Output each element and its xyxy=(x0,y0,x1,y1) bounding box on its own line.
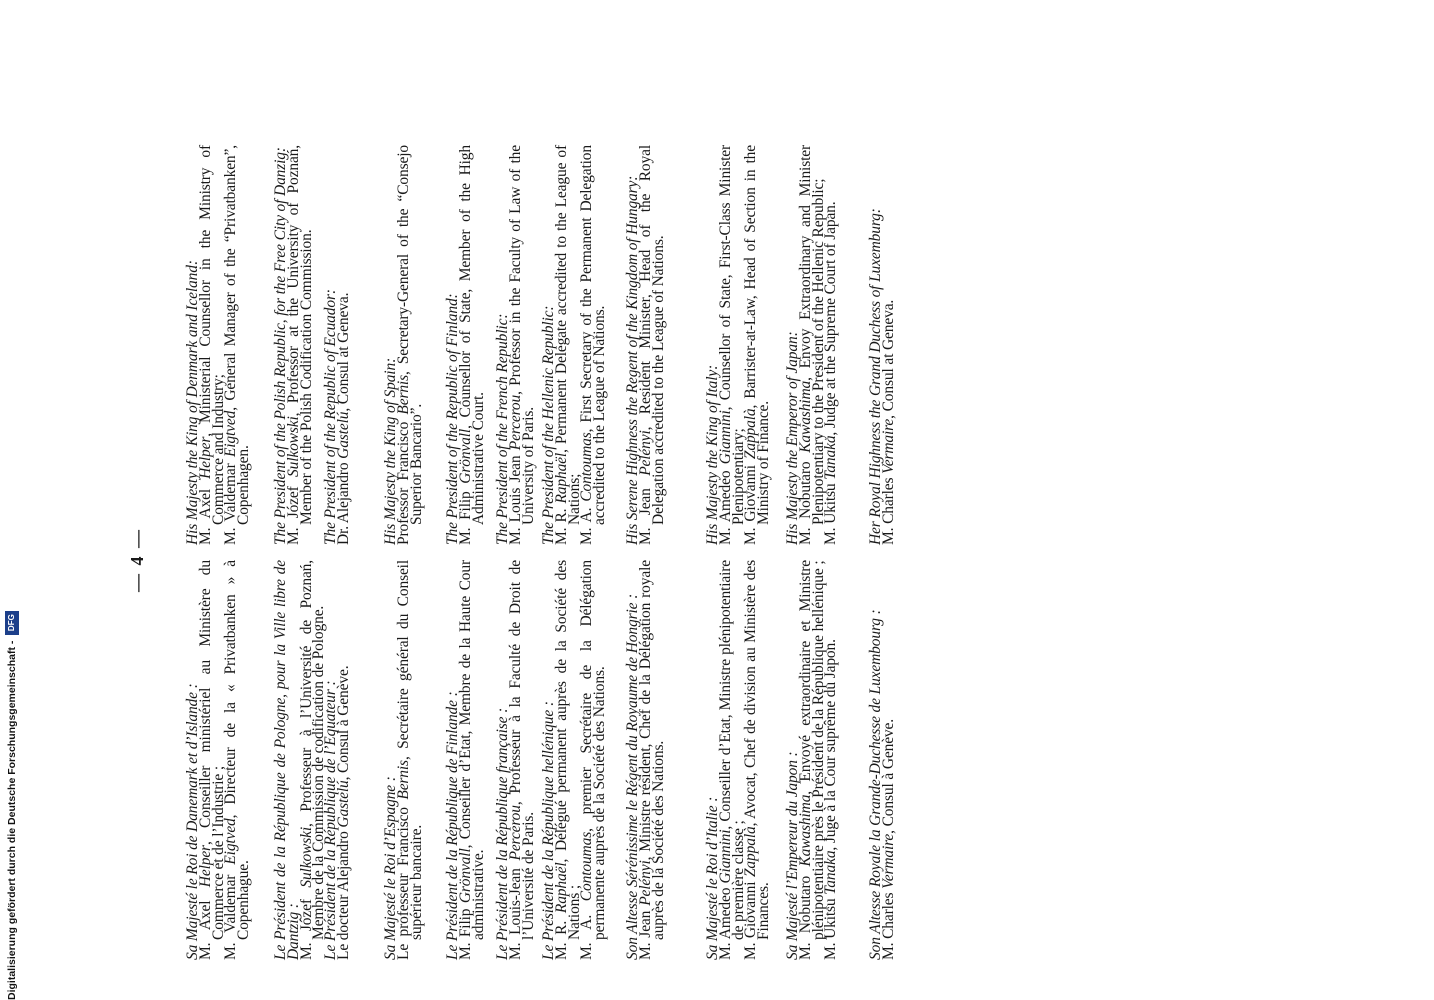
delegate-title: , Consul at Geneva. xyxy=(334,292,352,412)
delegate-name: Pelényi xyxy=(636,430,654,476)
section-heading: His Serene Highness the Regent of the Kingdom of Hungary: xyxy=(624,175,641,545)
delegate-title: , Conseiller ministériel au Ministère du Commerce et de l’Industrie ; xyxy=(196,560,227,940)
section-en xyxy=(184,144,253,545)
section-en xyxy=(704,145,773,545)
section-fr xyxy=(494,560,537,960)
delegate-entry xyxy=(742,145,773,545)
section-fr xyxy=(540,560,609,960)
delegate-name: Percerou xyxy=(506,805,524,861)
delegate-prefix: M. Józef xyxy=(297,887,315,960)
delegate-prefix: M. Charles xyxy=(879,888,897,960)
section-heading: The President of the Hellenic Republic: xyxy=(540,305,557,545)
delegate-entry xyxy=(578,145,609,545)
delegate-title: , Ministerial Counsellor in the Ministry of Commerce and Industry; xyxy=(196,144,227,525)
delegate-name: Grönvall xyxy=(456,428,474,484)
delegate-title: , Consul à Genève. xyxy=(879,719,897,834)
document-page xyxy=(127,120,1327,1000)
section-en xyxy=(322,145,352,545)
section-fr xyxy=(867,560,897,960)
delegate-name: Bernis xyxy=(394,375,412,415)
delegate-name: Raphaël xyxy=(552,452,570,504)
delegate-name: Zappalà xyxy=(742,408,760,460)
delegate-title: , Consul à Genève. xyxy=(334,665,352,781)
delegate-title: , Avocat, Chef de division au Ministère des Finances. xyxy=(742,560,773,940)
delegate-name: Giannini xyxy=(716,829,734,884)
delegate-prefix: M. A. xyxy=(578,901,596,960)
delegate-entry xyxy=(636,145,667,545)
delegate-name: Vermaire xyxy=(879,833,897,889)
delegate-prefix: M. R. xyxy=(552,913,570,960)
delegate-entry xyxy=(394,144,425,545)
delegate-entry xyxy=(394,560,425,960)
delegate-title: , Directeur de la « Privatbanken » à Copenhague. xyxy=(222,560,253,940)
delegate-prefix: M. Giovanni xyxy=(742,459,760,545)
delegate-prefix: M. Axel xyxy=(196,478,214,545)
delegate-name: Gastelú xyxy=(334,780,352,828)
delegate-prefix: M. Axel xyxy=(196,887,214,960)
section-heading: Le Président de la République hellénique : xyxy=(540,701,557,960)
delegate-prefix: M. R. xyxy=(552,503,570,545)
delegate-name: Eigtved xyxy=(222,818,240,865)
delegate-name: Eigtved xyxy=(222,410,240,458)
delegate-title: , Juge à la Cour suprême du Japon. xyxy=(822,639,840,851)
delegate-name: Sulkowski xyxy=(284,416,302,477)
section-heading: Son Altesse Royale la Grande-Duchesse de Luxembourg : xyxy=(867,609,884,960)
delegate-title: , Conseiller d’Etat, Membre de la Haute Cour administrative. xyxy=(456,560,487,940)
delegate-name: Gastelú xyxy=(334,411,352,459)
section-heading: Her Royal Highness the Grand Duchess of Luxemburg: xyxy=(867,208,884,545)
section-heading: The President of the Republic of Ecuador: xyxy=(322,289,339,545)
delegate-title: , Resident Minister, Head of the Royal Delegation accredited to the League of Nations. xyxy=(636,145,667,525)
delegate-title: , Envoyé extraordinaire et Ministre plénipotentiaire près le Président de la République hellénique ; xyxy=(796,559,827,940)
section-heading: Sa Majesté l’Empereur du Japon : xyxy=(784,751,801,960)
delegate-name: Bernis xyxy=(394,760,412,800)
delegate-name: Kawashima xyxy=(796,380,814,453)
delegate-title: , First Secretary of the Permanent Delegation accredited to the League of Nations. xyxy=(578,145,609,525)
delegate-entry xyxy=(822,560,840,960)
delegate-prefix: Le professeur Francisco xyxy=(394,799,412,960)
delegate-entry xyxy=(334,560,352,960)
delegate-name: Helper xyxy=(196,845,214,888)
delegate-title: , Conseiller d’Etat, Ministre plénipotentiaire de première classe ; xyxy=(716,559,747,940)
delegate-entry xyxy=(506,145,537,545)
delegate-name: Tanaka xyxy=(822,850,840,895)
section-fr xyxy=(784,559,840,960)
delegate-title: , Ministre résident, Chef de la Délégation royale auprès de la Société des Nations. xyxy=(636,560,667,940)
delegate-prefix: M. Amedeo xyxy=(716,464,734,545)
delegate-title: , Délégué permanent auprès de la Société des Nations ; xyxy=(552,560,583,940)
section-fr xyxy=(184,560,253,960)
delegate-prefix: M. Jean xyxy=(636,905,654,960)
delegate-prefix: M. Valdemar xyxy=(222,864,240,960)
delegate-name: Raphaël xyxy=(552,862,570,914)
delegate-prefix: M. Nobutaro xyxy=(796,866,814,960)
section-en xyxy=(540,145,609,545)
delegate-entry xyxy=(284,145,315,545)
delegate-prefix: Professor Francisco xyxy=(394,414,412,545)
delegate-name: Grönvall xyxy=(456,848,474,904)
delegate-prefix: M. Filip xyxy=(456,483,474,545)
delegate-name: Zappalà xyxy=(742,826,760,878)
section-heading: Le Président de la République de Pologne, pour la Ville libre de Dantzig : xyxy=(272,560,302,960)
section-en xyxy=(444,145,487,545)
section-heading: Le Président de la République de l’Equateur : xyxy=(322,680,339,960)
delegate-prefix: M. Filip xyxy=(456,903,474,960)
delegate-prefix: M. Valdemar xyxy=(222,457,240,545)
delegate-title: , Professeur à la Faculté de Droit de l’Université de Paris. xyxy=(506,560,537,940)
delegate-title: , Professor at the University of Poznań, Member of the Polish Codification Commission. xyxy=(284,145,315,525)
section-en xyxy=(494,145,537,545)
delegate-title: , Secretary-General of the “Consejo Superior Bancario”. xyxy=(394,144,425,525)
delegate-title: , Barrister-at-Law, Head of Section in the Ministry of Finance. xyxy=(742,145,773,525)
delegate-title: , Counsellor of State, Member of the High Administrative Court. xyxy=(456,145,487,525)
section-heading: The President of the French Republic: xyxy=(494,313,511,545)
delegate-title: , Counsellor of State, First-Class Minister Plenipotentiary; xyxy=(716,145,747,525)
section-heading: Son Altesse Sérénissime le Régent du Royaume de Hongrie : xyxy=(624,593,641,960)
page-number: — 4 — xyxy=(127,528,147,592)
section-fr xyxy=(704,559,773,960)
delegate-entry xyxy=(578,560,609,960)
section-en xyxy=(624,145,667,545)
delegate-prefix: M. Nobutaro xyxy=(796,452,814,545)
section-fr xyxy=(322,560,352,960)
section-heading: The President of the Polish Republic, for the Free City of Danzig: xyxy=(272,147,289,545)
delegate-entry xyxy=(879,560,897,960)
delegate-title: , Secrétaire général du Conseil supérieur bancaire. xyxy=(394,560,425,940)
section-en xyxy=(272,145,315,545)
section-fr xyxy=(624,560,667,960)
dfg-logo: DFG xyxy=(5,611,19,635)
delegate-title: , Professeur à l’Université de Poznań, Membre de la Commission de codification de Pologne. xyxy=(297,559,328,940)
section-heading: Le Président de la République de Finlande : xyxy=(444,691,461,960)
delegate-prefix: M. Louis-Jean xyxy=(506,860,524,960)
section-heading: His Majesty the King of Italy: xyxy=(704,364,721,545)
delegate-prefix: M. Giovanni xyxy=(742,877,760,960)
delegate-name: Kawashima xyxy=(796,794,814,867)
section-heading: Le Président de la République française : xyxy=(494,707,511,960)
delegate-prefix: M. Louis Jean xyxy=(506,450,524,545)
delegate-name: Pelényi xyxy=(636,860,654,906)
delegate-name: Percerou xyxy=(506,394,524,451)
delegate-prefix: M. Józef xyxy=(284,477,302,545)
delegate-prefix: M. Amedeo xyxy=(716,883,734,960)
delegate-prefix: M. Ukitsu xyxy=(822,894,840,960)
delegate-entry xyxy=(879,145,897,545)
delegate-entry xyxy=(822,145,840,545)
delegate-prefix: M. A. xyxy=(578,501,596,545)
delegate-name: Vermaire xyxy=(879,418,897,474)
delegate-entry xyxy=(334,145,352,545)
delegate-entry xyxy=(222,145,253,545)
delegate-name: Tanaka xyxy=(822,435,840,480)
section-heading: The President of the Republic of Finland: xyxy=(444,293,461,545)
delegate-name: Contoumas xyxy=(578,831,596,902)
section-heading: Sa Majesté le Roi d’Italie : xyxy=(704,796,721,960)
section-heading: Sa Majesté le Roi de Danemark et d’Islande : xyxy=(184,683,201,960)
delegate-prefix: Dr. Alejandro xyxy=(334,458,352,545)
section-en xyxy=(867,145,897,545)
section-fr xyxy=(272,559,328,960)
delegate-entry xyxy=(222,560,253,960)
section-en xyxy=(784,145,840,545)
delegate-name: Giannini xyxy=(716,410,734,465)
delegate-prefix: M. Charles xyxy=(879,473,897,545)
delegate-entry xyxy=(636,560,667,960)
delegate-title: , Judge at the Supreme Court of Japan. xyxy=(822,201,840,436)
section-heading: His Majesty the King of Denmark and Iceland: xyxy=(184,260,201,545)
delegate-entry xyxy=(742,560,773,960)
delegate-prefix: Le docteur Alejandro xyxy=(334,827,352,960)
delegate-prefix: M. Jean xyxy=(636,475,654,545)
delegate-title: , General Manager of the “Privatbanken”, Copenhagen. xyxy=(222,145,253,525)
delegate-name: Helper xyxy=(196,436,214,479)
delegate-entry xyxy=(456,560,487,960)
section-heading: His Majesty the King of Spain: xyxy=(382,357,399,545)
delegate-title: , premier Secrétaire de la Délégation permanente auprès de la Société des Nations. xyxy=(578,560,609,940)
section-heading: Sa Majesté le Roi d’Espagne : xyxy=(382,776,399,960)
delegate-entry xyxy=(456,145,487,545)
section-fr xyxy=(382,560,425,960)
delegate-name: Sulkowski xyxy=(297,826,315,888)
section-fr xyxy=(444,560,487,960)
section-en xyxy=(382,144,425,545)
credit-text: Digitalisierung gefördert durch die Deutsche Forschungsgemeinschaft - xyxy=(6,640,18,1000)
delegate-title: , Professor in the Faculty of Law of the University of Paris. xyxy=(506,145,537,525)
delegate-title: , Permanent Delegate accredited to the League of Nations; xyxy=(552,145,583,525)
delegate-title: , Envoy Extraordinary and Minister Plenipotentiary to the President of the Hellenic Republic; xyxy=(796,145,827,525)
delegate-entry xyxy=(506,560,537,960)
delegate-name: Contoumas xyxy=(578,432,596,502)
section-heading: His Majesty the Emperor of Japan: xyxy=(784,331,801,545)
delegate-title: , Consul at Geneva. xyxy=(879,299,897,419)
delegate-prefix: M. Ukitsu xyxy=(822,479,840,545)
digitization-credit xyxy=(0,0,24,1000)
